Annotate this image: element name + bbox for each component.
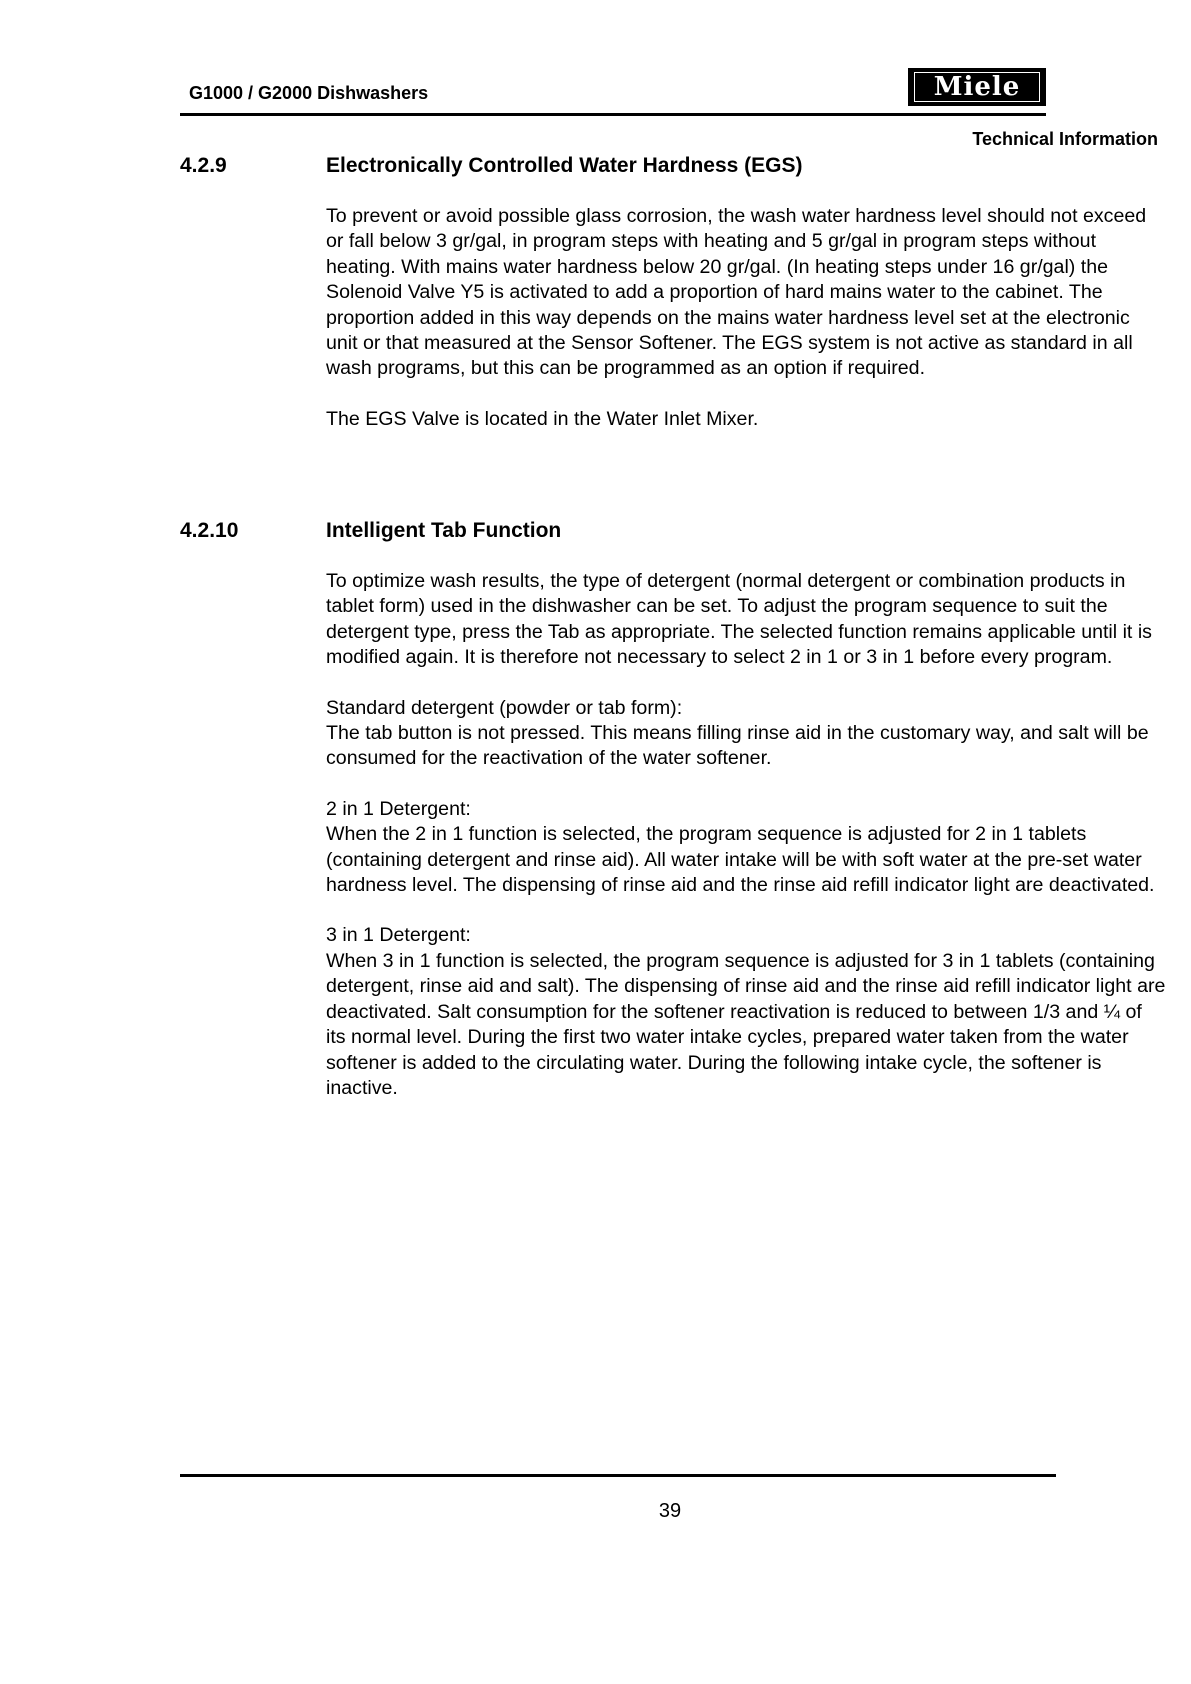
paragraph: When the 2 in 1 function is selected, the program sequence is adjusted for 2 in 1 tablets (containing detergent and rinse aid). All water intake will be with soft water at the pre-set water hardness level. The dispensing of rinse aid and the rinse aid refill indicator light are deactivated. xyxy=(326,823,1155,897)
paragraph-heading: 3 in 1 Detergent: xyxy=(326,924,471,947)
section-title: Electronically Controlled Water Hardness (EGS) xyxy=(326,154,803,177)
page-number: 39 xyxy=(658,1500,682,1522)
paragraph: When 3 in 1 function is selected, the program sequence is adjusted for 3 in 1 tablets (containing detergent, rinse aid and salt). The dispensing of rinse aid and the rinse aid refill indicator light are deactivated. Salt consumption for the softener reactivation is reduced to between 1/3 and ¼ of its normal level. During the first two water intake cycles, prepared water taken from the water softener is added to the circulating water. During the following intake cycle, the softener is inactive. xyxy=(326,949,1166,1099)
paragraph: To prevent or avoid possible glass corrosion, the wash water hardness level should not exceed or fall below 3 gr/gal, in program steps with heating and 5 gr/gal in program steps without heating. With mains water hardness below 20 gr/gal. (In heating steps under 16 gr/gal) the Solenoid Valve Y5 is activated to add a proportion of hard mains water to the cabinet. The proportion added in this way depends on the mains water hardness level set at the electronic unit or that measured at the Sensor Softener. The EGS system is not active as standard in all wash programs, but this can be programmed as an option if required. xyxy=(326,205,1147,380)
paragraph-heading: 2 in 1 Detergent: xyxy=(326,797,471,820)
section-body xyxy=(326,204,1166,432)
brand-logo xyxy=(908,68,1046,106)
footer-divider xyxy=(180,1474,1056,1477)
document-title: G1000 / G2000 Dishwashers xyxy=(189,83,429,103)
section-label: Technical Information xyxy=(972,129,1158,149)
brand-logo-text: Miele xyxy=(914,72,1040,102)
section-number: 4.2.9 xyxy=(180,154,227,177)
paragraph: To optimize wash results, the type of detergent (normal detergent or combination products in tablet form) used in the dishwasher can be set. To adjust the program sequence to suit the detergent type, press the Tab as appropriate. The selected function remains applicable until it is modified again. It is therefore not necessary to select 2 in 1 or 3 in 1 before every program. xyxy=(326,570,1152,669)
section-title: Intelligent Tab Function xyxy=(326,519,562,542)
section-body xyxy=(326,569,1166,1101)
section-number: 4.2.10 xyxy=(180,519,239,542)
header-divider xyxy=(180,113,1046,116)
paragraph: The tab button is not pressed. This means filling rinse aid in the customary way, and salt will be consumed for the reactivation of the water softener. xyxy=(326,722,1149,770)
paragraph-heading: Standard detergent (powder or tab form): xyxy=(326,696,683,719)
paragraph: The EGS Valve is located in the Water Inlet Mixer. xyxy=(326,407,759,430)
